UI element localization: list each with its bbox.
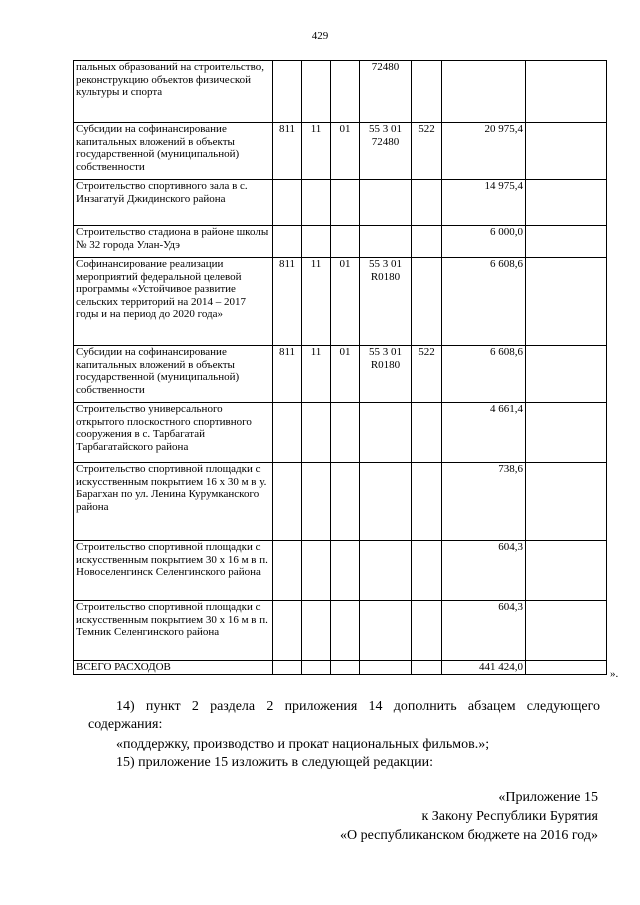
row-rz-cell: [302, 403, 331, 463]
row-vr-cell: [412, 258, 442, 346]
row-csr-cell: 55 3 01 72480: [360, 123, 412, 180]
row-sum-cell: 738,6: [442, 463, 526, 541]
closing-quote-mark: ».: [610, 668, 619, 680]
table-row: [74, 346, 607, 403]
row-rz-cell: [302, 226, 331, 258]
row-vr-cell: [412, 541, 442, 601]
row-pr-cell: [331, 601, 360, 661]
row-name-cell: Субсидии на софинансирование капитальных вложений в объекты государственной (муниципальной) собственности: [74, 346, 273, 403]
row-sum-cell: [442, 61, 526, 123]
row-rz-cell: [302, 61, 331, 123]
table-row: [74, 463, 607, 541]
row-rz-cell: 11: [302, 346, 331, 403]
table-row: [74, 601, 607, 661]
row-sum-cell: 14 975,4: [442, 180, 526, 226]
row-vr-cell: [412, 601, 442, 661]
row-gr-cell: [273, 180, 302, 226]
row-extra-cell: [526, 541, 607, 601]
row-csr-cell: [360, 661, 412, 675]
row-name-cell: Строительство спортивной площадки с искусственным покрытием 30 х 16 м в п. Темник Селенгинского района: [74, 601, 273, 661]
table-row: [74, 403, 607, 463]
row-extra-cell: [526, 61, 607, 123]
row-rz-cell: 11: [302, 258, 331, 346]
row-sum-cell: 604,3: [442, 601, 526, 661]
row-csr-cell: [360, 180, 412, 226]
row-gr-cell: [273, 403, 302, 463]
row-gr-cell: [273, 61, 302, 123]
row-sum-cell: 6 000,0: [442, 226, 526, 258]
budget-table: [73, 60, 607, 675]
appendix-law: к Закону Республики Бурятия: [421, 809, 598, 824]
row-gr-cell: 811: [273, 346, 302, 403]
row-sum-cell: 6 608,6: [442, 346, 526, 403]
row-gr-cell: 811: [273, 123, 302, 180]
row-pr-cell: 01: [331, 346, 360, 403]
row-extra-cell: [526, 463, 607, 541]
table-row: [74, 226, 607, 258]
row-name-cell: ВСЕГО РАСХОДОВ: [74, 661, 273, 675]
row-gr-cell: [273, 541, 302, 601]
row-extra-cell: [526, 403, 607, 463]
row-pr-cell: [331, 403, 360, 463]
row-sum-cell: 4 661,4: [442, 403, 526, 463]
row-gr-cell: [273, 463, 302, 541]
row-vr-cell: 522: [412, 123, 442, 180]
row-pr-cell: 01: [331, 258, 360, 346]
table-row: [74, 123, 607, 180]
row-rz-cell: [302, 541, 331, 601]
row-rz-cell: [302, 601, 331, 661]
row-pr-cell: 01: [331, 123, 360, 180]
row-csr-cell: [360, 463, 412, 541]
row-name-cell: Строительство спортивного зала в с. Инзагатуй Джидинского района: [74, 180, 273, 226]
row-csr-cell: 55 3 01 R0180: [360, 258, 412, 346]
table-row: [74, 61, 607, 123]
table-row: [74, 541, 607, 601]
row-csr-cell: 72480: [360, 61, 412, 123]
paragraph-item-15: 15) приложение 15 изложить в следующей редакции:: [116, 755, 433, 770]
row-vr-cell: 522: [412, 346, 442, 403]
paragraph-item-14: 14) пункт 2 раздела 2 приложения 14 дополнить абзацем следующего содержания:: [88, 699, 600, 732]
row-vr-cell: [412, 403, 442, 463]
row-name-cell: пальных образований на строительство, реконструкцию объектов физической культуры и спорта: [74, 61, 273, 123]
row-rz-cell: [302, 661, 331, 675]
row-name-cell: Строительство универсального открытого плоскостного спортивного сооружения в с. Тарбагатай Тарбагатайского района: [74, 403, 273, 463]
row-extra-cell: [526, 180, 607, 226]
row-sum-cell: 20 975,4: [442, 123, 526, 180]
row-pr-cell: [331, 541, 360, 601]
row-pr-cell: [331, 61, 360, 123]
row-extra-cell: [526, 661, 607, 675]
row-rz-cell: [302, 463, 331, 541]
table-row: [74, 258, 607, 346]
row-pr-cell: [331, 180, 360, 226]
row-vr-cell: [412, 180, 442, 226]
row-extra-cell: [526, 346, 607, 403]
row-sum-cell: 604,3: [442, 541, 526, 601]
row-name-cell: Строительство спортивной площадки с искусственным покрытием 30 х 16 м в п. Новоселенгинск Селенгинского района: [74, 541, 273, 601]
row-name-cell: Софинансирование реализации мероприятий федеральной целевой программы «Устойчивое развитие сельских территорий на 2014 – 2017 годы и на период до 2020 года»: [74, 258, 273, 346]
row-name-cell: Строительство спортивной площадки с искусственным покрытием 16 х 30 м в у. Барагхан по ул. Ленина Курумканского района: [74, 463, 273, 541]
row-vr-cell: [412, 661, 442, 675]
row-csr-cell: [360, 403, 412, 463]
row-extra-cell: [526, 226, 607, 258]
row-csr-cell: [360, 541, 412, 601]
paragraph-quote: «поддержку, производство и прокат национальных фильмов.»;: [116, 737, 490, 752]
row-gr-cell: [273, 661, 302, 675]
row-gr-cell: 811: [273, 258, 302, 346]
row-csr-cell: [360, 601, 412, 661]
row-gr-cell: [273, 601, 302, 661]
row-name-cell: Субсидии на софинансирование капитальных вложений в объекты государственной (муниципальной) собственности: [74, 123, 273, 180]
row-pr-cell: [331, 463, 360, 541]
row-rz-cell: 11: [302, 123, 331, 180]
row-extra-cell: [526, 601, 607, 661]
row-csr-cell: [360, 226, 412, 258]
row-pr-cell: [331, 226, 360, 258]
row-vr-cell: [412, 226, 442, 258]
row-rz-cell: [302, 180, 331, 226]
appendix-title: «Приложение 15: [498, 790, 598, 805]
row-csr-cell: 55 3 01 R0180: [360, 346, 412, 403]
row-pr-cell: [331, 661, 360, 675]
appendix-law-name: «О республиканском бюджете на 2016 год»: [340, 828, 598, 843]
table-row: [74, 180, 607, 226]
page-number: 429: [311, 30, 329, 42]
row-sum-cell: 6 608,6: [442, 258, 526, 346]
row-name-cell: Строительство стадиона в районе школы № 32 города Улан-Удэ: [74, 226, 273, 258]
row-vr-cell: [412, 61, 442, 123]
row-extra-cell: [526, 123, 607, 180]
row-gr-cell: [273, 226, 302, 258]
row-vr-cell: [412, 463, 442, 541]
row-sum-cell: 441 424,0: [442, 661, 526, 675]
table-row: [74, 661, 607, 675]
row-extra-cell: [526, 258, 607, 346]
